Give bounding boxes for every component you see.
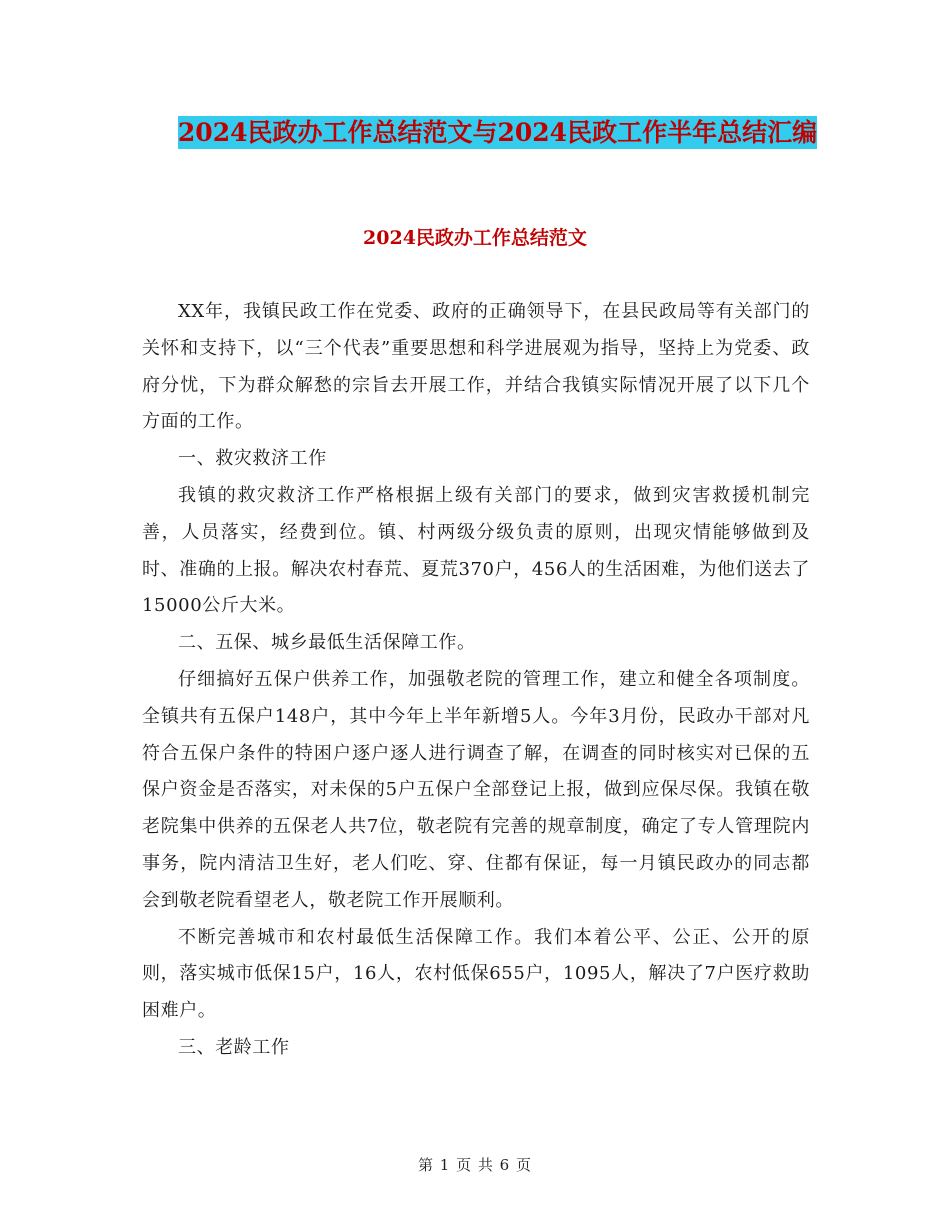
page-footer: 第 1 页 共 6 页 — [418, 1156, 532, 1174]
document-title — [140, 112, 855, 154]
paragraph-intro: XX年，我镇民政工作在党委、政府的正确领导下，在县民政局等有关部门的关怀和支持下，以“三个代表”重要思想和科学进展观为指导，坚持上为党委、政府分忧，下为群众解愁的宗旨去开展工作，并结合我镇实际情况开展了以下几个方面的工作。 — [142, 301, 810, 433]
section-title: 2024民政办工作总结范文 — [363, 227, 587, 249]
paragraph-minimum-living: 不断完善城市和农村最低生活保障工作。我们本着公平、公正、公开的原则，落实城市低保15户，16人，农村低保655户，1095人，解决了7户医疗救助困难户。 — [142, 926, 810, 1022]
paragraph-disaster-relief: 我镇的救灾救济工作严格根据上级有关部门的要求，做到灾害救援机制完善，人员落实，经费到位。镇、村两级分级负责的原则，出现灾情能够做到及时、准确的上报。解决农村春荒、夏荒370户，456人的生活困难，为他们送去了15000公斤大米。 — [142, 484, 810, 617]
paragraph-five-guarantees: 仔细搞好五保户供养工作，加强敬老院的管理工作，建立和健全各项制度。全镇共有五保户148户，其中今年上半年新增5人。今年3月份，民政办干部对凡符合五保户条件的特困户逐户逐人进行调查了解，在调查的同时核实对已保的五保户资金是否落实，对未保的5户五保户全部登记上报，做到应保尽保。我镇在敬老院集中供养的五保老人共7位，敬老院有完善的规章制度，确定了专人管理院内事务，院内清洁卫生好，老人们吃、穿、住都有保证，每一月镇民政办的同志都会到敬老院看望老人，敬老院工作开展顺利。 — [142, 668, 810, 911]
document-body — [142, 294, 810, 1067]
heading-minimum-living: 二、五保、城乡最低生活保障工作。 — [178, 632, 476, 654]
heading-elderly-work: 三、老龄工作 — [178, 1036, 290, 1058]
title-highlight: 2024民政办工作总结范文与2024民政工作半年总结汇编 — [177, 118, 818, 147]
heading-disaster-relief: 一、救灾救济工作 — [178, 448, 327, 470]
